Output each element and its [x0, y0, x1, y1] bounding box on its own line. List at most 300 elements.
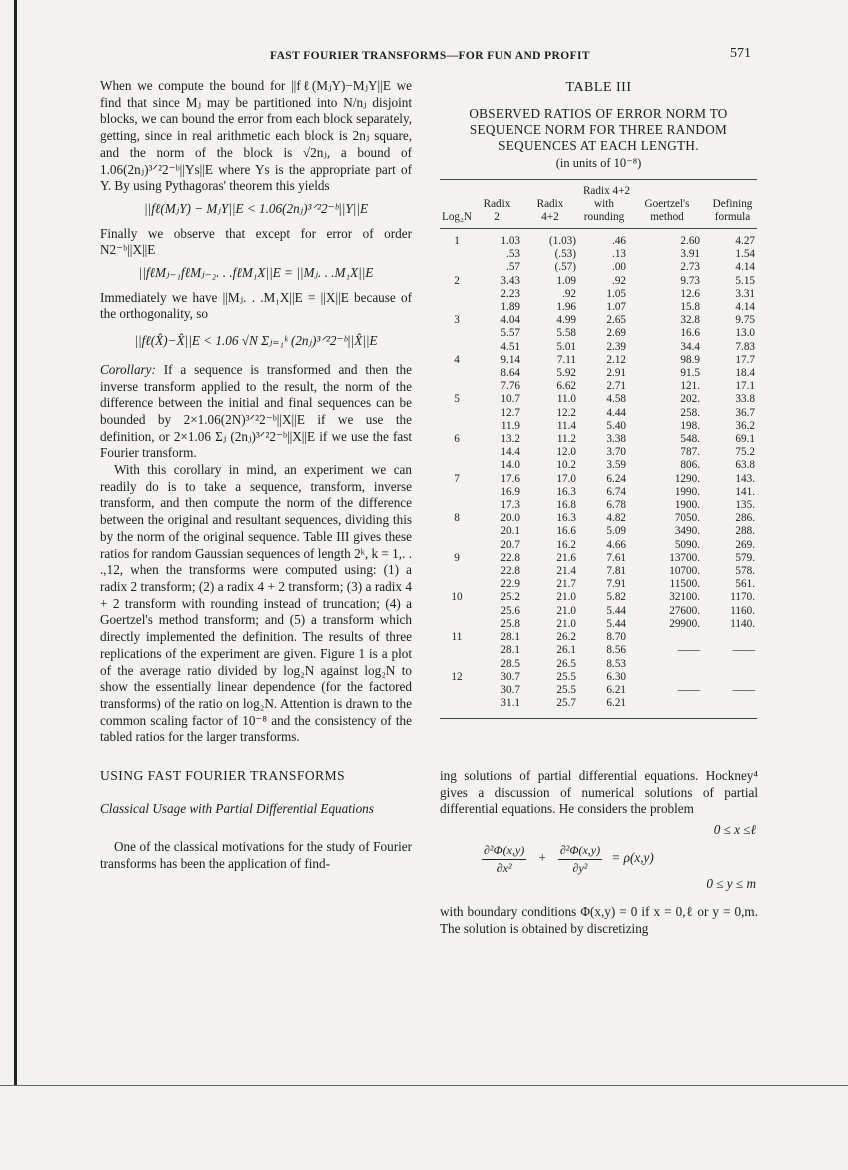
table-cell: 2: [454, 274, 460, 287]
numerator: ∂²Φ(x,y): [482, 842, 526, 860]
table-cell: 36.2: [735, 419, 755, 432]
table-cell: .00: [612, 261, 626, 274]
table-cell: 3.59: [606, 459, 626, 472]
table-row: [440, 539, 757, 552]
table-cell: 75.2: [735, 446, 755, 459]
table-row: [440, 512, 757, 525]
table-cell: 5.57: [500, 327, 520, 340]
table-row: [440, 473, 757, 486]
table-cell: 14.4: [500, 446, 520, 459]
table-cell: 21.4: [556, 565, 576, 578]
table-row: [440, 552, 757, 565]
table-cell: 1.96: [556, 301, 576, 314]
table-row: [440, 578, 757, 591]
table-cell: 561.: [735, 578, 755, 591]
table-cell: 1.03: [500, 235, 520, 247]
table-cell: 1170.: [730, 591, 755, 604]
table-cell: 6.74: [606, 485, 626, 498]
table-cell: 22.9: [500, 578, 520, 591]
table-cell: 2.69: [606, 327, 626, 340]
table-cell: 2.39: [606, 340, 626, 353]
table-cell: 7050.: [674, 512, 700, 525]
table-cell: 30.7: [500, 670, 520, 683]
equation: ||fℓ(X̂)−X̂||E < 1.06 √N Σⱼ₌₁ᵏ (2nⱼ)³ᐟ²2⁻ᵇ||X̂||E: [134, 333, 378, 349]
table-cell: 21.0: [556, 591, 576, 604]
section-heading: USING FAST FOURIER TRANSFORMS: [100, 768, 346, 784]
table-row: [440, 248, 757, 261]
table-cell: .92: [562, 287, 576, 300]
table-cell: 20.1: [500, 525, 520, 538]
table-cell: 5.82: [606, 591, 626, 604]
table-cell: 29900.: [669, 617, 700, 630]
table-cell: 288.: [735, 525, 755, 538]
table-cell: 16.3: [556, 512, 576, 525]
table-cell: [440, 697, 474, 710]
denominator: ∂x²: [496, 860, 512, 875]
table-cell: 6.30: [606, 670, 626, 683]
table-iii: [440, 80, 757, 724]
table-header-row: [440, 185, 757, 198]
table-cell: 17.6: [500, 472, 520, 485]
table-cell: [440, 301, 474, 314]
table-cell: 1990.: [674, 485, 700, 498]
table-cell: 16.6: [680, 327, 700, 340]
table-cell: 4.99: [556, 314, 576, 327]
table-cell: 26.2: [556, 631, 576, 644]
table-cell: 34.4: [680, 340, 700, 353]
table-cell: 6.78: [606, 499, 626, 512]
table-cell: 8.70: [606, 631, 626, 644]
table-cell: 2.65: [606, 314, 626, 327]
table-cell: 16.6: [556, 525, 576, 538]
table-cell: 7.81: [606, 565, 626, 578]
equation: ||fℓMⱼ₋₁fℓMⱼ₋₂. . .fℓM₁X||E = ||Mⱼ. . .M₁X||E: [138, 265, 374, 281]
table-cell: 91.5: [680, 367, 700, 380]
table-row: [440, 658, 757, 671]
table-cell: [440, 644, 474, 657]
table-cell: 12.6: [680, 287, 700, 300]
table-cell: 4.58: [606, 393, 626, 406]
table-cell: 63.8: [735, 459, 755, 472]
table-cell: [634, 671, 710, 684]
table-row: [440, 671, 757, 684]
table-row: [440, 314, 757, 327]
table-cell: 202.: [680, 393, 700, 406]
table-cell: [440, 684, 474, 697]
table-cell: ——: [677, 644, 700, 657]
table-cell: [440, 578, 474, 591]
table-cell: 6.21: [606, 697, 626, 710]
table-cell: 7.11: [556, 353, 576, 366]
table-cell: 6: [454, 433, 460, 446]
table-cell: [634, 631, 710, 644]
table-cell: 11500.: [669, 578, 700, 591]
table-cell: 36.7: [735, 406, 755, 419]
x-condition: 0 ≤ x ≤ℓ: [713, 822, 756, 838]
table-cell: [440, 420, 474, 433]
table-row: [440, 407, 757, 420]
table-caption: OBSERVED RATIOS OF ERROR NORM TO SEQUENCE NORM FOR THREE RANDOM SEQUENCES AT EACH LENGTH.: [469, 106, 728, 153]
table-cell: 806.: [680, 459, 700, 472]
table-row: [440, 367, 757, 380]
table-cell: 13700.: [669, 551, 700, 564]
table-cell: 5.58: [556, 327, 576, 340]
right-column: [440, 768, 758, 938]
table-cell: 143.: [735, 472, 755, 485]
table-cell: [440, 605, 474, 618]
table-cell: 787.: [680, 446, 700, 459]
table-cell: 69.1: [735, 433, 755, 446]
table-cell: 1: [454, 235, 460, 247]
table-cell: 4.82: [606, 512, 626, 525]
table-cell: 1.05: [606, 287, 626, 300]
table-cell: 13.0: [735, 327, 755, 340]
table-cell: 33.8: [735, 393, 755, 406]
y-condition: 0 ≤ y ≤ m: [706, 876, 756, 892]
column-header: 4+2: [541, 211, 559, 223]
table-cell: 4.14: [735, 261, 755, 274]
table-cell: 135.: [735, 499, 755, 512]
table-cell: .92: [612, 274, 626, 287]
table-cell: 16.9: [500, 485, 520, 498]
table-cell: 4.14: [735, 301, 755, 314]
table-row: [440, 644, 757, 657]
table-cell: [634, 697, 710, 710]
table-cell: 10: [451, 591, 463, 604]
table-row: [440, 631, 757, 644]
corollary-text: If a sequence is transformed and then the inverse transform applied to the result, the norm of the difference between the initial and final sequences can be bounded by 2×1.06(2N)³ᐟ²2⁻ᵇ||X||E if we use the definition, or 2×1.06 Σⱼ (2nⱼ)³ᐟ²2⁻ᵇ||X||E if we use the fast Fourier transform.: [100, 361, 412, 461]
table-cell: 11.0: [556, 393, 576, 406]
table-cell: [440, 288, 474, 301]
fraction: [482, 842, 526, 876]
table-cell: 5090.: [674, 538, 700, 551]
table-cell: 1.07: [606, 301, 626, 314]
column-header: Radix: [483, 198, 511, 210]
table-cell: 17.0: [556, 472, 576, 485]
table-cell: [440, 407, 474, 420]
column-header: Goertzel's: [644, 198, 690, 210]
table-row: [440, 499, 757, 512]
binding-edge: [14, 0, 17, 1085]
table-cell: 3.43: [500, 274, 520, 287]
table-cell: 26.1: [556, 644, 576, 657]
table-title: TABLE III: [565, 80, 632, 95]
table-cell: 198.: [680, 419, 700, 432]
table-cell: 21.0: [556, 617, 576, 630]
table-cell: 9: [454, 551, 460, 564]
table-cell: 13.2: [500, 433, 520, 446]
table-cell: 98.9: [680, 353, 700, 366]
table-row: [440, 605, 757, 618]
table-cell: .46: [612, 235, 626, 247]
table-cell: [440, 341, 474, 354]
table-cell: 5.40: [606, 419, 626, 432]
table-cell: 4.04: [500, 314, 520, 327]
table-cell: 7.91: [606, 578, 626, 591]
table-cell: 1160.: [730, 604, 755, 617]
table-cell: [710, 658, 757, 671]
table-cell: 2.71: [606, 380, 626, 393]
paragraph: When we compute the bound for ||fℓ(MⱼY)−MⱼY||E we find that since Mⱼ may be partitioned into N/nⱼ disjoint blocks, we can bound the error from each block separately, getting, since in real arithmetic each block is 2nⱼ square, and the norm of the block is √2nⱼ, a bound of 1.06(2nⱼ)³ᐟ²2⁻ᵇ||Ys||E where Ys is the appropriate part of Y. By using Pythagoras' theorem this yields: [100, 78, 412, 194]
table-cell: 31.1: [500, 697, 520, 710]
table-row: [440, 354, 757, 367]
table-row: [440, 393, 757, 406]
table-cell: 6.62: [556, 380, 576, 393]
table-cell: 16.8: [556, 499, 576, 512]
table-cell: 5: [454, 393, 460, 406]
denominator: ∂y²: [572, 860, 588, 875]
table-cell: 5.44: [606, 604, 626, 617]
table-header-row: [440, 198, 757, 211]
table-cell: 7: [454, 472, 460, 485]
column-header: rounding: [583, 211, 625, 223]
table-cell: 28.5: [500, 657, 520, 670]
group-header: Radix 4+2: [582, 185, 630, 197]
table-units: (in units of 10⁻⁸): [555, 156, 642, 170]
table-cell: 11.4: [556, 419, 576, 432]
table-cell: [440, 380, 474, 393]
table-cell: 579.: [735, 551, 755, 564]
table-row: [440, 486, 757, 499]
table-cell: 20.0: [500, 512, 520, 525]
table-cell: 26.5: [556, 657, 576, 670]
table-cell: ——: [732, 644, 755, 657]
table-row: [440, 288, 757, 301]
numerator: ∂²Φ(x,y): [558, 842, 602, 860]
table-row: [440, 235, 757, 248]
column-header: formula: [714, 211, 751, 223]
fraction: [558, 842, 602, 876]
table-cell: 2.73: [680, 261, 700, 274]
running-header: FAST FOURIER TRANSFORMS—FOR FUN AND PROFIT: [270, 50, 590, 62]
table-row: [440, 275, 757, 288]
table-cell: [440, 565, 474, 578]
table-cell: [440, 261, 474, 274]
table-cell: (1.03): [548, 235, 576, 247]
pde-equation: [440, 822, 758, 900]
table-header-row: [440, 211, 757, 224]
column-header: Defining: [712, 198, 753, 210]
table-cell: 4.44: [606, 406, 626, 419]
table-cell: 11: [451, 631, 463, 644]
table-cell: 8: [454, 512, 460, 525]
table-cell: 10.2: [556, 459, 576, 472]
table-cell: 8.56: [606, 644, 626, 657]
table-cell: 25.8: [500, 617, 520, 630]
table-cell: 2.60: [680, 235, 700, 247]
table-cell: 20.7: [500, 538, 520, 551]
table-cell: 22.8: [500, 565, 520, 578]
pde-expression: [482, 842, 654, 876]
table-cell: 32100.: [669, 591, 700, 604]
table-cell: [440, 658, 474, 671]
column-header: Log₂N: [441, 211, 472, 223]
table-cell: 11.9: [500, 419, 520, 432]
table-cell: 12.7: [500, 406, 520, 419]
table-cell: 578.: [735, 565, 755, 578]
table-body: [440, 235, 757, 710]
corollary-paragraph: [100, 362, 412, 462]
table-cell: 2.91: [606, 367, 626, 380]
paragraph: Immediately we have ||Mⱼ. . .M₁X||E = ||X||E because of the orthogonality, so: [100, 289, 412, 322]
table-cell: 5.01: [556, 340, 576, 353]
table-cell: 28.1: [500, 644, 520, 657]
table-cell: 4: [454, 353, 460, 366]
table-cell: 3490.: [674, 525, 700, 538]
table-cell: 6.24: [606, 472, 626, 485]
table-row: [440, 565, 757, 578]
table-row: [440, 459, 757, 472]
left-column: [100, 78, 412, 873]
table-cell: .57: [506, 261, 520, 274]
table-cell: [440, 539, 474, 552]
column-header: 2: [494, 211, 500, 223]
table-cell: 5.09: [606, 525, 626, 538]
table-cell: 25.7: [556, 697, 576, 710]
table-cell: 25.6: [500, 604, 520, 617]
table-row: [440, 591, 757, 604]
table-cell: 17.3: [500, 499, 520, 512]
table-bottom-rule: [440, 718, 757, 719]
table-cell: 10.7: [500, 393, 520, 406]
table-cell: 1.09: [556, 274, 576, 287]
table-cell: 3.38: [606, 433, 626, 446]
table-cell: 25.5: [556, 670, 576, 683]
table-cell: 21.7: [556, 578, 576, 591]
table-cell: 1290.: [674, 472, 700, 485]
table-cell: 15.8: [680, 301, 700, 314]
table-cell: [710, 697, 757, 710]
table-cell: [440, 248, 474, 261]
table-cell: 22.8: [500, 551, 520, 564]
table-cell: 25.5: [556, 683, 576, 696]
table-cell: [710, 671, 757, 684]
table-cell: 16.2: [556, 538, 576, 551]
paragraph: One of the classical motivations for the study of Fourier transforms has been the application of find-: [100, 839, 412, 872]
table-cell: 12.0: [556, 446, 576, 459]
table-cell: 28.1: [500, 631, 520, 644]
table-cell: 32.8: [680, 314, 700, 327]
table-row: [440, 301, 757, 314]
table-cell: 7.83: [735, 340, 755, 353]
table-cell: 4.27: [735, 235, 755, 247]
table-cell: 3.91: [680, 248, 700, 261]
table-cell: [440, 618, 474, 631]
table-cell: 1140.: [730, 617, 755, 630]
table-cell: 7.76: [500, 380, 520, 393]
table-row: [440, 420, 757, 433]
table-cell: 4.66: [606, 538, 626, 551]
table-cell: 1.89: [500, 301, 520, 314]
table-cell: 3: [454, 314, 460, 327]
table-cell: 14.0: [500, 459, 520, 472]
table-cell: 21.0: [556, 604, 576, 617]
table-cell: 2.23: [500, 287, 520, 300]
table-cell: [440, 446, 474, 459]
table-cell: 5.92: [556, 367, 576, 380]
table-cell: [440, 327, 474, 340]
table-cell: 8.64: [500, 367, 520, 380]
table-row: [440, 697, 757, 710]
table-cell: 12: [451, 670, 463, 683]
table-row: [440, 525, 757, 538]
table-row: [440, 261, 757, 274]
table-cell: 121.: [680, 380, 700, 393]
column-header: method: [650, 211, 684, 223]
table-cell: 27600.: [669, 604, 700, 617]
table-cell: [634, 658, 710, 671]
table-cell: ——: [732, 683, 755, 696]
table-cell: [440, 525, 474, 538]
table-cell: [440, 459, 474, 472]
table-cell: 17.7: [735, 353, 755, 366]
table-cell: ——: [677, 683, 700, 696]
table-cell: .13: [612, 248, 626, 261]
table-cell: 1900.: [674, 499, 700, 512]
column-header: Radix: [536, 198, 564, 210]
scan-edge: [0, 1085, 848, 1086]
table-row: [440, 684, 757, 697]
table-cell: 5.44: [606, 617, 626, 630]
table-cell: 548.: [680, 433, 700, 446]
table-cell: 258.: [680, 406, 700, 419]
table-row: [440, 327, 757, 340]
corollary-label: Corollary:: [100, 361, 156, 377]
table-cell: [440, 499, 474, 512]
table-cell: 9.14: [500, 353, 520, 366]
paragraph: ing solutions of partial differential equations. Hockney⁴ gives a discussion of numerical solutions of partial differential equations. He considers the problem: [440, 768, 758, 817]
table-cell: .53: [506, 248, 520, 261]
table-cell: 286.: [735, 512, 755, 525]
equation: ||fℓ(MⱼY) − MⱼY||E < 1.06(2nⱼ)³ᐟ²2⁻ᵇ||Y||E: [143, 200, 369, 216]
paragraph: With this corollary in mind, an experiment we can readily do is to take a sequence, transform, inverse transform, and then compute the norm of the difference between the original and resultant sequences, dividing this by the norm of the original sequence. Table III gives these ratios for random Gaussian sequences of length 2ᵏ, k = 1,. . .,12, when the transforms were computed using: (1) a radix 2 transform; (2) a radix 4 + 2 transform; (3) a radix 4 + 2 transform with rounding instead of truncation; (4) a Goertzel's method transform; and (5) a transform which directly implemented the definition. The results of three replications of the experiment are given. Figure 1 is a plot of the average ratio divided by log₂N against log₂N to show the essentially linear dependence (for the factored transforms) of the ratio on log₂N. Attention is drawn to the common scaling factor of 10⁻⁸ and the consistency of the tabled ratios for the larger transforms.: [100, 462, 412, 745]
table-cell: 17.1: [735, 380, 755, 393]
table-cell: 12.2: [556, 406, 576, 419]
table-cell: 4.51: [500, 340, 520, 353]
table-cell: 8.53: [606, 657, 626, 670]
table-cell: 21.6: [556, 551, 576, 564]
table-cell: 3.70: [606, 446, 626, 459]
paragraph: Finally we observe that except for error of order N2⁻ᵇ||X||E: [100, 225, 412, 258]
table-row: [440, 341, 757, 354]
table-top-rule: [440, 179, 757, 180]
paragraph: with boundary conditions Φ(x,y) = 0 if x = 0,ℓ or y = 0,m. The solution is obtained by discretizing: [440, 904, 758, 936]
table-cell: (.53): [554, 248, 576, 261]
table-cell: 9.75: [735, 314, 755, 327]
table-cell: 9.73: [680, 274, 700, 287]
table-cell: 141.: [735, 485, 755, 498]
table-cell: 25.2: [500, 591, 520, 604]
table-cell: 16.3: [556, 485, 576, 498]
table-cell: 1.54: [735, 248, 755, 261]
data-table: [440, 185, 757, 710]
table-cell: 269.: [735, 538, 755, 551]
table-cell: [440, 367, 474, 380]
table-row: [440, 433, 757, 446]
table-cell: 6.21: [606, 683, 626, 696]
table-cell: 7.61: [606, 551, 626, 564]
table-row: [440, 446, 757, 459]
subsection-heading: Classical Usage with Partial Differential Equations: [100, 800, 374, 816]
plus-sign: +: [537, 850, 547, 866]
table-row: [440, 618, 757, 631]
table-cell: 2.12: [606, 353, 626, 366]
table-cell: 18.4: [735, 367, 755, 380]
page-number: 571: [730, 46, 751, 61]
table-cell: 30.7: [500, 683, 520, 696]
table-cell: 5.15: [735, 274, 755, 287]
column-header: with: [594, 198, 614, 210]
